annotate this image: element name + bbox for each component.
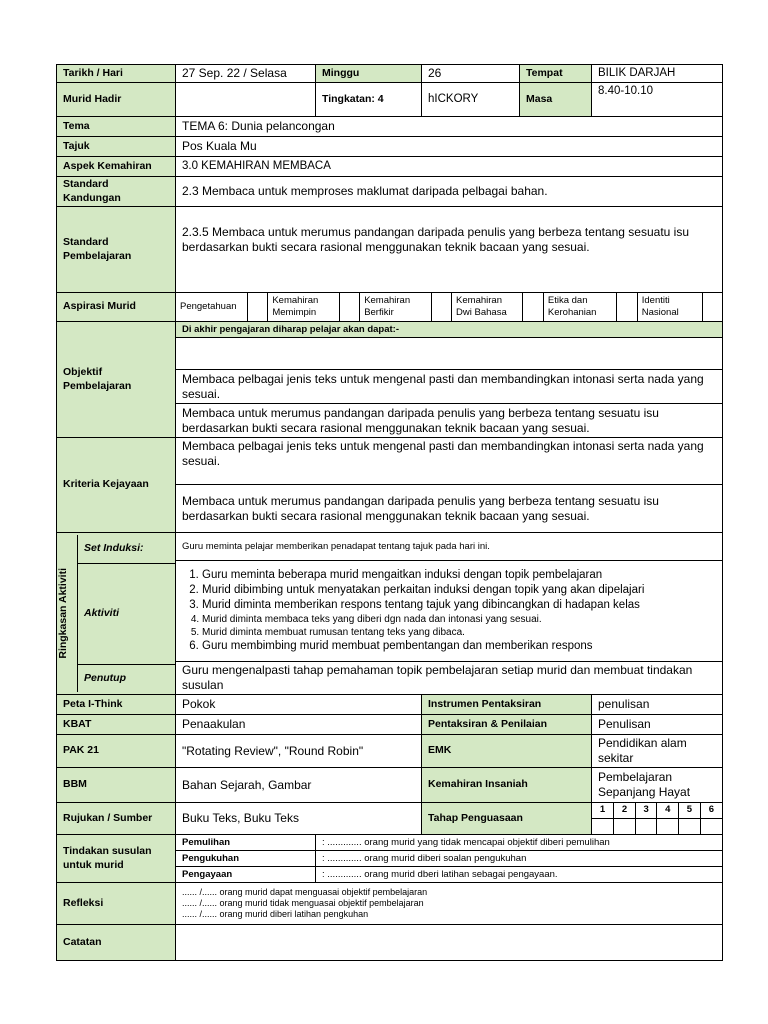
tajuk-value: Pos Kuala Mu xyxy=(176,137,723,157)
emk-value: Pendidikan alam sekitar xyxy=(592,735,723,768)
standard-pembelajaran-value: 2.3.5 Membaca untuk merumus pandangan daripada penulis yang berbeza tentang sesuatu isu berdasarkan bukti secara rasional menggunakan teknik bacaan yang sesuai. xyxy=(176,207,723,293)
catatan-value[interactable] xyxy=(176,925,723,961)
tahap-level: 3 xyxy=(635,803,657,818)
aktiviti-item: 2. Murid dibimbing untuk menyatakan perkaitan induksi dengan topik yang akan dipelajari xyxy=(202,583,716,598)
kelas-value: hICKORY xyxy=(422,83,520,117)
aktiviti-item: 5. Murid diminta membuat rumusan tentang teks yang dibaca. xyxy=(202,626,716,639)
tahap-cell[interactable] xyxy=(592,818,614,834)
rujukan-value: Buku Teks, Buku Teks xyxy=(176,803,422,835)
tahap-level: 1 xyxy=(592,803,614,818)
tajuk-label: Tajuk xyxy=(57,137,176,157)
pemulihan-text: : ............. orang murid yang tidak mencapai objektif diberi pemulihan xyxy=(316,835,723,851)
lesson-plan-document xyxy=(56,64,722,961)
minggu-label: Minggu xyxy=(316,65,422,83)
refleksi-line: ...... /...... orang murid tidak menguasai objektif pembelajaran xyxy=(182,897,424,908)
minggu-value: 26 xyxy=(422,65,520,83)
emk-label: EMK xyxy=(422,735,592,768)
aktiviti-list-cell xyxy=(176,561,723,662)
tahap-cell[interactable] xyxy=(700,818,722,834)
aspirasi-item: Etika dan Kerohanian xyxy=(543,293,616,321)
kbat-label: KBAT xyxy=(57,715,176,735)
peta-label: Peta I-Think xyxy=(57,695,176,715)
pentaksiran-label: Pentaksiran & Penilaian xyxy=(422,715,592,735)
tema-label: Tema xyxy=(57,117,176,137)
aspirasi-checkbox[interactable] xyxy=(703,293,722,321)
refleksi-line: ...... /...... orang murid dapat menguasai objektif pembelajaran xyxy=(182,886,428,897)
aspirasi-checkbox[interactable] xyxy=(339,293,359,321)
penutup-label: Penutup xyxy=(84,671,126,684)
tahap-level: 5 xyxy=(679,803,701,818)
tema-value: TEMA 6: Dunia pelancongan xyxy=(176,117,723,137)
refleksi-label: Refleksi xyxy=(57,883,176,925)
penutup-value: Guru mengenalpasti tahap pemahaman topik pembelajaran setiap murid dan membuat tindakan susulan xyxy=(176,662,723,695)
catatan-label: Catatan xyxy=(57,925,176,961)
aktiviti-label: Aktiviti xyxy=(78,564,175,665)
tempat-value: BILIK DARJAH xyxy=(592,65,723,83)
tahap-level: 4 xyxy=(657,803,679,818)
kriteria-item: Membaca pelbagai jenis teks untuk mengenal pasti dan membandingkan intonasi serta nada yang sesuai. xyxy=(176,438,723,485)
instrumen-label: Instrumen Pentaksiran xyxy=(422,695,592,715)
tingkatan-label: Tingkatan: 4 xyxy=(316,83,422,117)
aktiviti-item: 1. Guru meminta beberapa murid mengaitkan induksi dengan topik pembelajaran xyxy=(202,568,716,583)
standard-kandungan-value: 2.3 Membaca untuk memproses maklumat daripada pelbagai bahan. xyxy=(176,177,723,207)
aspirasi-checkbox[interactable] xyxy=(523,293,543,321)
aktiviti-list xyxy=(182,568,716,654)
standard-kandungan-label: Standard Kandungan xyxy=(57,177,176,207)
pengayaan-label: Pengayaan xyxy=(176,867,316,883)
refleksi-cell xyxy=(176,883,723,925)
aspirasi-item: Kemahiran Berfikir xyxy=(360,293,431,321)
aktiviti-item: 4. Murid diminta membaca teks yang diberi dgn nada dan intonasi yang sesuai. xyxy=(202,613,716,626)
pemulihan-label: Pemulihan xyxy=(176,835,316,851)
aspirasi-item: Identiti Nasional xyxy=(637,293,702,321)
tahap-cell[interactable] xyxy=(657,818,679,834)
tahap-penguasaan-label: Tahap Penguasaan xyxy=(422,803,592,835)
pak21-label: PAK 21 xyxy=(57,735,176,768)
tarikh-value: 27 Sep. 22 / Selasa xyxy=(176,65,316,83)
tahap-level: 2 xyxy=(614,803,636,818)
peta-value: Pokok xyxy=(176,695,422,715)
pentaksiran-value: Penulisan xyxy=(592,715,723,735)
objektif-intro: Di akhir pengajaran diharap pelajar akan dapat:- xyxy=(176,322,723,338)
tahap-cell[interactable] xyxy=(679,818,701,834)
standard-pembelajaran-label: Standard Pembelajaran xyxy=(57,207,176,293)
aspek-label: Aspek Kemahiran xyxy=(57,157,176,177)
aspirasi-item: Pengetahuan xyxy=(176,293,247,321)
lesson-plan-table xyxy=(56,64,723,961)
aspirasi-checkbox[interactable] xyxy=(247,293,267,321)
objektif-blank xyxy=(176,338,723,370)
set-induksi-value: Guru meminta pelajar memberikan penadapat tentang tajuk pada hari ini. xyxy=(176,533,723,561)
masa-value: 8.40-10.10 xyxy=(592,83,723,117)
tindakan-label: Tindakan susulan untuk murid xyxy=(57,835,176,883)
kriteria-label: Kriteria Kejayaan xyxy=(57,438,176,533)
aspirasi-checkbox[interactable] xyxy=(431,293,451,321)
pengukuhan-text: : ............. orang murid diberi soalan pengukuhan xyxy=(316,851,723,867)
objektif-item: Membaca pelbagai jenis teks untuk mengenal pasti dan membandingkan intonasi serta nada yang sesuai. xyxy=(176,370,723,404)
tahap-cell[interactable] xyxy=(614,818,636,834)
objektif-item: Membaca untuk merumus pandangan daripada penulis yang berbeza tentang sesuatu isu berdasarkan bukti secara rasional menggunakan teknik bacaan yang sesuai. xyxy=(176,404,723,438)
kbat-value: Penaakulan xyxy=(176,715,422,735)
aktiviti-item: 6. Guru membimbing murid membuat pembentangan dan memberikan respons xyxy=(202,639,716,654)
bbm-value: Bahan Sejarah, Gambar xyxy=(176,768,422,803)
pengukuhan-label: Pengukuhan xyxy=(176,851,316,867)
masa-label: Masa xyxy=(520,83,592,117)
kemahiran-insaniah-label: Kemahiran Insaniah xyxy=(422,768,592,803)
tarikh-label: Tarikh / Hari xyxy=(57,65,176,83)
bbm-label: BBM xyxy=(57,768,176,803)
tempat-label: Tempat xyxy=(520,65,592,83)
ringkasan-label: Ringkasan Aktiviti xyxy=(57,568,69,659)
aspek-value: 3.0 KEMAHIRAN MEMBACA xyxy=(176,157,723,177)
aspirasi-label: Aspirasi Murid xyxy=(57,293,176,322)
pengayaan-text: : ............. orang murid dberi latihan sebagai pengayaan. xyxy=(316,867,723,883)
pak21-value: "Rotating Review", "Round Robin" xyxy=(176,735,422,768)
tahap-cell[interactable] xyxy=(635,818,657,834)
aspirasi-checkbox[interactable] xyxy=(617,293,637,321)
aktiviti-item: 3. Murid diminta memberikan respons tentang tajuk yang dibincangkan di hadapan kelas xyxy=(202,598,716,613)
refleksi-line: ...... /...... orang murid diberi latihan pengkuhan xyxy=(182,909,369,920)
aspirasi-item: Kemahiran Dwi Bahasa xyxy=(452,293,523,321)
instrumen-value: penulisan xyxy=(592,695,723,715)
murid-hadir-label: Murid Hadir xyxy=(57,83,176,117)
tahap-level: 6 xyxy=(700,803,722,818)
aspirasi-grid xyxy=(176,293,722,321)
rujukan-label: Rujukan / Sumber xyxy=(57,803,176,835)
kemahiran-insaniah-value: Pembelajaran Sepanjang Hayat xyxy=(592,768,723,803)
kriteria-item: Membaca untuk merumus pandangan daripada penulis yang berbeza tentang sesuatu isu berdasarkan bukti secara rasional menggunakan teknik bacaan yang sesuai. xyxy=(176,485,723,533)
set-induksi-label: Set Induksi: xyxy=(78,535,175,564)
aspirasi-item: Kemahiran Memimpin xyxy=(268,293,339,321)
murid-hadir-value xyxy=(176,83,316,117)
tahap-grid xyxy=(592,803,722,834)
objektif-label: Objektif Pembelajaran xyxy=(57,322,176,438)
